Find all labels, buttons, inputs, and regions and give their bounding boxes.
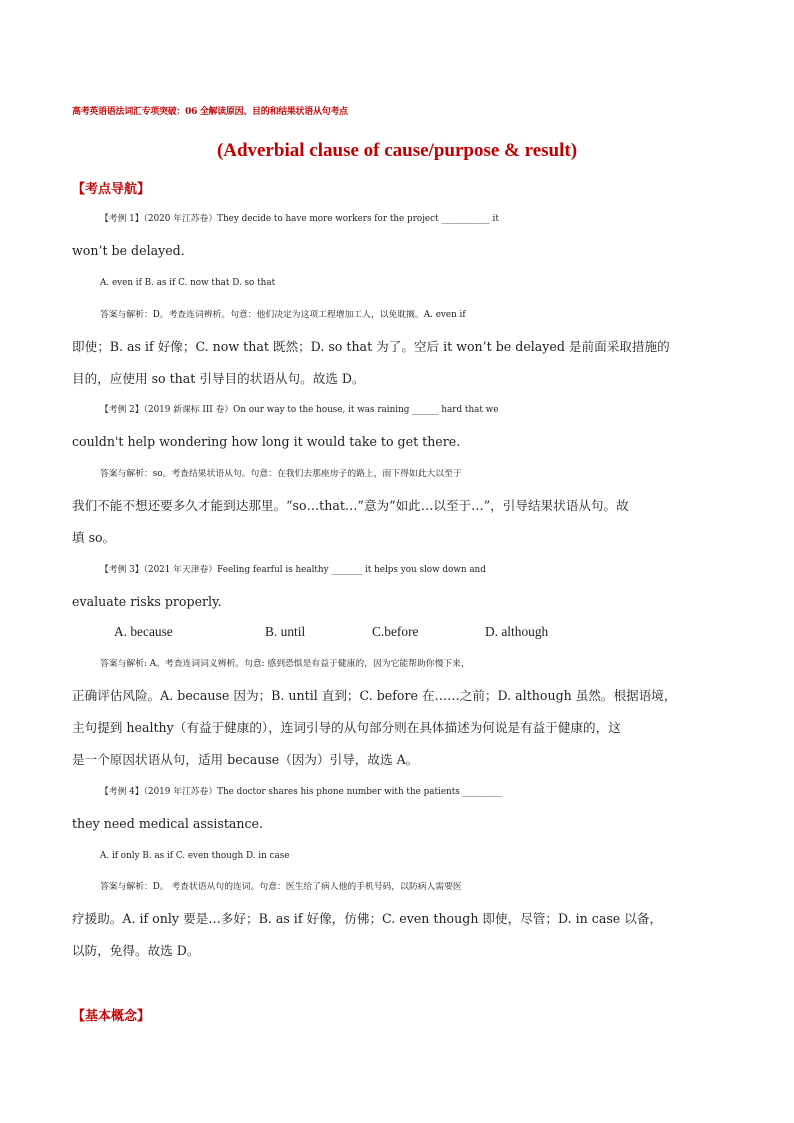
example-3-option-d: D. although: [485, 624, 549, 639]
example-4-options: A. if only B. as if C. even though D. in case: [100, 851, 290, 861]
section-heading-concept: 【基本概念】: [72, 1009, 151, 1024]
example-2-answer-cont: 我们不能不想还要多久才能到达那里。“so…that…”意为“如此…以至于…”，引导结果状语从句。故: [72, 498, 629, 513]
example-1-answer-cont: 即使；B. as if 好像；C. now that 既然；D. so that 为了。空后 it won’t be delayed 是前面采取措施的: [72, 339, 670, 354]
example-4-answer-cont: 以防，免得。故选 D。: [72, 943, 200, 958]
example-3-option-a: A. because: [114, 624, 173, 639]
example-1-answer: 答案与解析：D。考查连词辨析。句意：他们决定为这项工程增加工人，以免耽搁。A. even if: [100, 310, 466, 320]
example-4-answer: 答案与解析：D。 考查状语从句的连词。句意：医生给了病人他的手机号码，以防病人需要医: [100, 882, 462, 892]
example-3-option-b: B. until: [265, 624, 306, 639]
example-1-question-cont: won’t be delayed.: [72, 243, 185, 258]
example-4-question-cont: they need medical assistance.: [72, 816, 264, 831]
example-3-answer-cont: 正确评估风险。A. because 因为；B. until 直到；C. before 在……之前；D. although 虽然。根据语境，: [72, 688, 677, 703]
example-3-answer-cont: 是一个原因状语从句，适用 because（因为）引导，故选 A。: [72, 752, 419, 767]
page-subtitle: (Adverbial clause of cause/purpose & result): [216, 140, 578, 161]
example-4-question: 【考例 4】（2019 年江苏卷）The doctor shares his phone number with the patients _________: [100, 787, 503, 797]
example-1-answer-cont: 目的，应使用 so that 引导目的状语从句。故选 D。: [72, 371, 365, 386]
example-4-answer-cont: 疗援助。A. if only 要是…多好；B. as if 好像，仿佛；C. even though 即使，尽管；D. in case 以备，: [72, 911, 663, 926]
example-1-options: A. even if B. as if C. now that D. so that: [100, 278, 276, 288]
page-title: 高考英语语法词汇专项突破：06 全解读原因、目的和结果状语从句考点: [72, 107, 348, 117]
example-2-question-cont: couldn't help wondering how long it would take to get there.: [72, 434, 461, 449]
example-3-question: 【考例 3】（2021 年天津卷）Feeling fearful is healthy _______ it helps you slow down and: [100, 565, 486, 575]
example-3-answer-cont: 主句提到 healthy（有益于健康的），连词引导的从句部分则在具体描述为何说是有益于健康的，这: [72, 720, 621, 735]
example-1-question: 【考例 1】（2020 年江苏卷）They decide to have more workers for the project ___________ it: [100, 214, 499, 224]
example-2-answer-cont: 填 so。: [72, 530, 116, 545]
example-3-question-cont: evaluate risks properly.: [72, 594, 222, 609]
example-2-question: 【考例 2】（2019 新课标 III 卷）On our way to the house, it was raining ______ hard that we: [100, 405, 499, 415]
example-3-answer: 答案与解析: A。考查连词词义辨析。句意: 感到恐惧是有益于健康的，因为它能帮助你慢下来，: [100, 659, 470, 669]
example-2-answer: 答案与解析：so。考查结果状语从句。句意：在我们去那座房子的路上，雨下得如此大以至于: [100, 469, 462, 479]
example-3-option-c: C.before: [372, 624, 419, 639]
section-heading-guide: 【考点导航】: [72, 182, 151, 197]
